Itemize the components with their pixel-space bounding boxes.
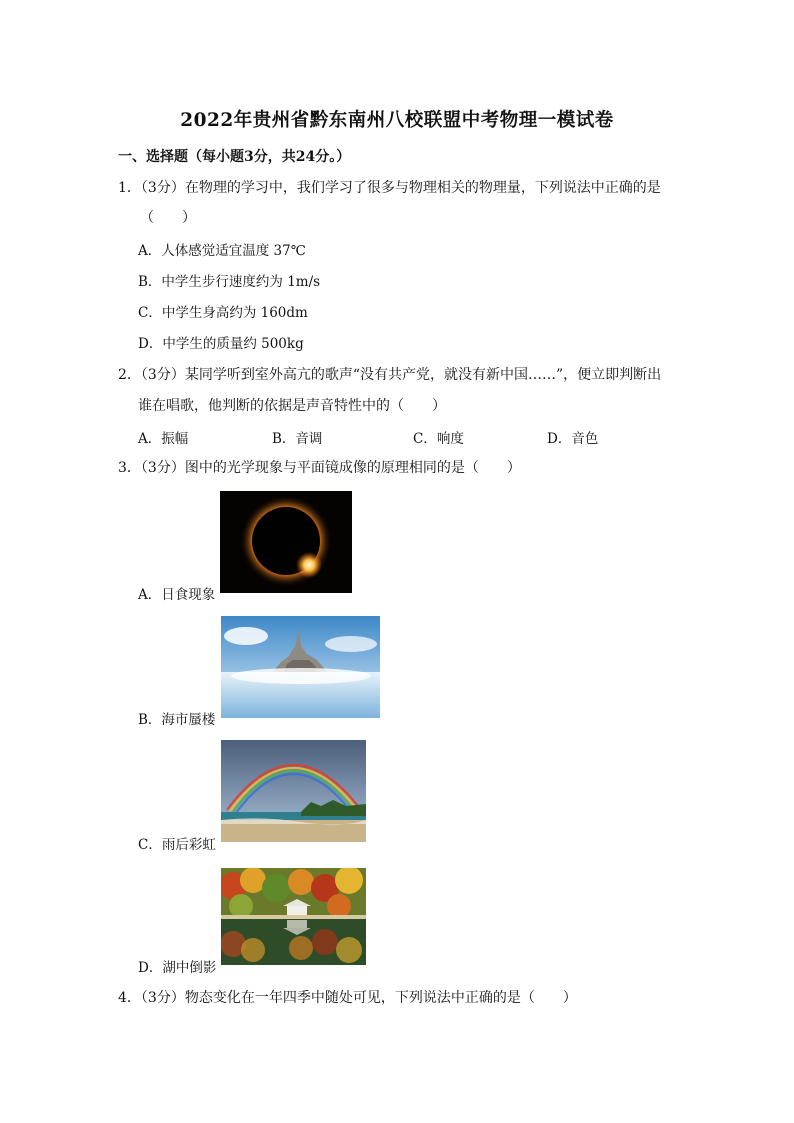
question-3-option-d: D．湖中倒影 bbox=[138, 960, 217, 976]
question-4-stem: 4．（3分）物态变化在一年四季中随处可见，下列说法中正确的是（ ） bbox=[118, 990, 577, 1006]
section-heading: 一、选择题（每小题3分，共24分。） bbox=[118, 149, 351, 165]
rainbow-image bbox=[221, 740, 366, 842]
question-2-option-c: C．响度 bbox=[413, 431, 464, 447]
question-2-option-a: A．振幅 bbox=[138, 431, 189, 447]
question-1-option-d: D．中学生的质量约 500kg bbox=[138, 336, 304, 352]
question-2-option-b: B．音调 bbox=[272, 431, 323, 447]
question-1-blank: （ ） bbox=[140, 210, 196, 226]
mirage-image bbox=[221, 616, 380, 718]
question-3-option-a: A．日食现象 bbox=[138, 587, 216, 603]
question-2-stem-line2: 谁在唱歌，他判断的依据是声音特性中的（ ） bbox=[138, 398, 446, 414]
question-3-stem: 3．（3分）图中的光学现象与平面镜成像的原理相同的是（ ） bbox=[118, 460, 521, 476]
question-2-stem-line1: 2．（3分）某同学听到室外高亢的歌声“没有共产党，就没有新中国……”，便立即判断出 bbox=[118, 367, 662, 383]
question-1-option-b: B．中学生步行速度约为 1m/s bbox=[138, 274, 321, 290]
question-3-option-c: C．雨后彩虹 bbox=[138, 837, 216, 853]
question-1-option-a: A．人体感觉适宜温度 37℃ bbox=[138, 243, 306, 259]
question-1-option-c: C．中学生身高约为 160dm bbox=[138, 305, 308, 321]
page-title: 2022年贵州省黔东南州八校联盟中考物理一模试卷 bbox=[180, 110, 614, 131]
question-2-option-d: D．音色 bbox=[547, 431, 599, 447]
question-1-stem: 1．（3分）在物理的学习中，我们学习了很多与物理相关的物理量，下列说法中正确的是 bbox=[118, 180, 661, 196]
lake-reflection-image bbox=[221, 868, 366, 965]
solar-eclipse-image bbox=[220, 491, 352, 593]
question-3-option-b: B．海市蜃楼 bbox=[138, 712, 216, 728]
